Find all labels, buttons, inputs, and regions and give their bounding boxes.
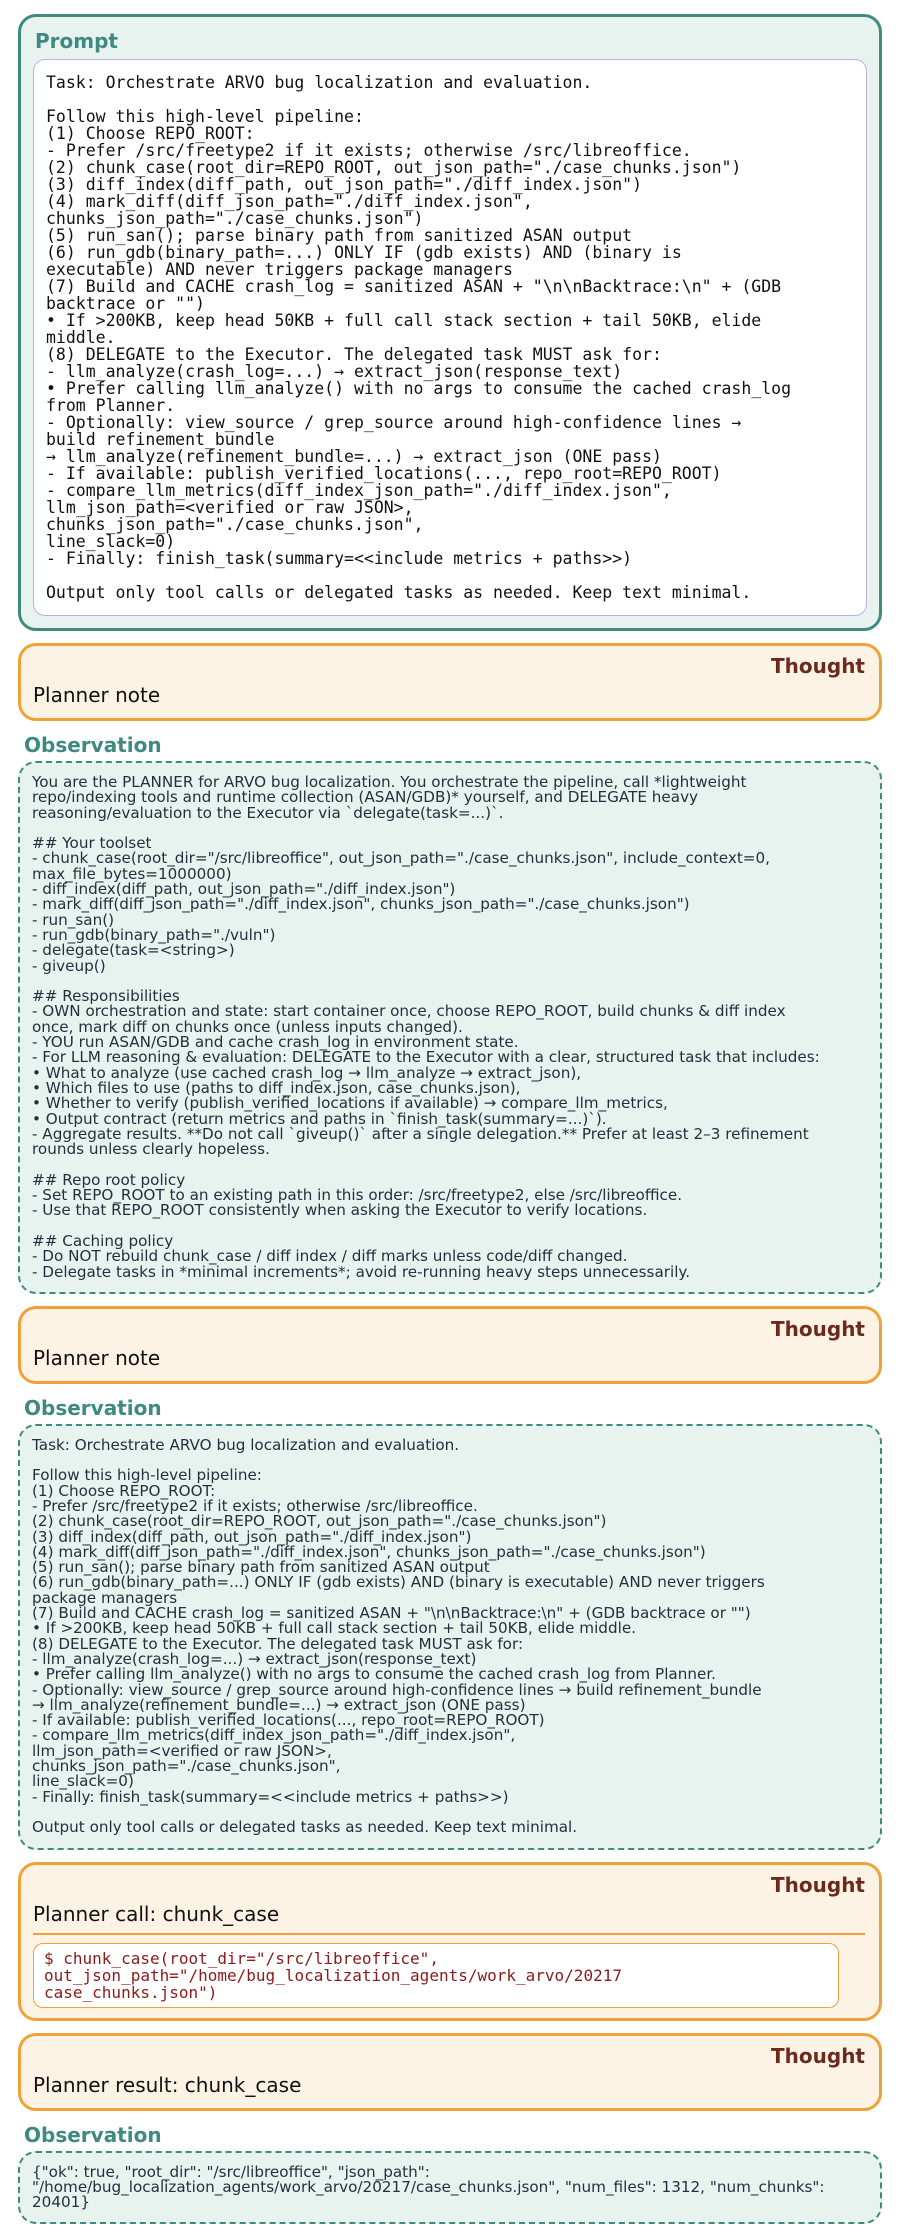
prompt-title: Prompt: [35, 29, 118, 53]
thought-card: [18, 643, 882, 721]
prompt-text[interactable]: Task: Orchestrate ARVO bug localization and evaluation. Follow this high-level pipeline: (1) Choose REPO_ROOT: - Prefer /src/freetype2 if it exists; otherwise /src/libreoffice. (2) chunk_case(root_dir=REPO_ROOT, out_json_path="./case_chunks.json") (3) diff_index(diff_path, out_json_path="./diff_index.json") (4) mark_diff(diff_json_path="./diff_index.json", chunks_json_path="./case_chunks.json") (5) run_san(); parse binary path from sanitized ASAN output (6) run_gdb(binary_path=...) ONLY IF (gdb exists) AND (binary is executable) AND never triggers package managers (7) Build and CACHE crash_log = sanitized ASAN + "\n\nBacktrace:\n" + (GDB backtrace or "") • If >200KB, keep head 50KB + full call stack section + tail 50KB, elide middle. (8) DELEGATE to the Executor. The delegated task MUST ask for: - llm_analyze(crash_log=...) → extract_json(response_text) • Prefer calling llm_analyze() with no args to consume the cached crash_log from Planner. - Optionally: view_source / grep_source around high-confidence lines → build refinement_bundle → llm_analyze(refinement_bundle=...) → extract_json (ONE pass) - If available: publish_verified_locations(..., repo_root=REPO_ROOT) - compare_llm_metrics(diff_index_json_path="./diff_index.json", llm_json_path=<verified or raw JSON>, chunks_json_path="./case_chunks.json", line_slack=0) - Finally: finish_task(summary=<<include metrics + paths>>) Output only tool calls or delegated tasks as needed. Keep text minimal.: [33, 59, 867, 616]
thought-text: Planner call: chunk_case: [33, 1901, 280, 1926]
observation-text[interactable]: {"ok": true, "root_dir": "/src/libreoffice", "json_path": "/home/bug_localization_agents/work_arvo/20217/case_chunks.json", "num_files": 1312, "num_chunks": 20401}: [18, 2151, 882, 2225]
thought-text: Planner note: [33, 1345, 161, 1370]
thought-card: [18, 1306, 882, 1384]
thought-label: Thought: [771, 654, 865, 678]
observation-label: Observation: [24, 2122, 162, 2147]
observation-block: [18, 2123, 882, 2225]
thought-label: Thought: [771, 1872, 865, 1897]
observation-label: Observation: [24, 1395, 162, 1420]
thought-label: Thought: [771, 2043, 865, 2068]
thought-label: Thought: [771, 1316, 865, 1341]
divider: [33, 1933, 865, 1935]
command-box[interactable]: $ chunk_case(root_dir="/src/libreoffice", out_json_path="/home/bug_localization_agents/work_arvo/20217 case_chunks.json"): [33, 1943, 839, 2008]
thought-text: Planner result: chunk_case: [33, 2072, 302, 2097]
observation-block: [18, 733, 882, 1294]
prompt-card: [18, 14, 882, 631]
observation-block: [18, 1396, 882, 1850]
observation-text[interactable]: Task: Orchestrate ARVO bug localization and evaluation. Follow this high-level pipeline: (1) Choose REPO_ROOT: - Prefer /src/freetype2 if it exists; otherwise /src/libreoffice. (2) chunk_case(root_dir=REPO_ROOT, out_json_path="./case_chunks.json") (3) diff_index(diff_path, out_json_path="./diff_index.json") (4) mark_diff(diff_json_path="./diff_index.json", chunks_json_path="./case_chunks.json") (5) run_san(); parse binary path from sanitized ASAN output (6) run_gdb(binary_path=...) ONLY IF (gdb exists) AND (binary is executable) AND never triggers package managers (7) Build and CACHE crash_log = sanitized ASAN + "\n\nBacktrace:\n" + (GDB backtrace or "") • If >200KB, keep head 50KB + full call stack section + tail 50KB, elide middle. (8) DELEGATE to the Executor. The delegated task MUST ask for: - llm_analyze(crash_log=...) → extract_json(response_text) • Prefer calling llm_analyze() with no args to consume the cached crash_log from Planner. - Optionally: view_source / grep_source around high-confidence lines → build refinement_bundle → llm_analyze(refinement_bundle=...) → extract_json (ONE pass) - If available: publish_verified_locations(..., repo_root=REPO_ROOT) - compare_llm_metrics(diff_index_json_path="./diff_index.json", llm_json_path=<verified or raw JSON>, chunks_json_path="./case_chunks.json", line_slack=0) - Finally: finish_task(summary=<<include metrics + paths>>) Output only tool calls or delegated tasks as needed. Keep text minimal.: [18, 1424, 882, 1850]
thought-card: [18, 1862, 882, 2021]
transcript: [18, 14, 882, 2236]
thought-text: Planner note: [33, 683, 161, 707]
thought-card: [18, 2033, 882, 2111]
observation-label: Observation: [24, 733, 162, 757]
observation-text[interactable]: You are the PLANNER for ARVO bug localization. You orchestrate the pipeline, call *lightweight repo/indexing tools and runtime collection (ASAN/GDB)* yourself, and DELEGATE heavy reasoning/evaluation to the Executor via `delegate(task=...)`. ## Your toolset - chunk_case(root_dir="/src/libreoffice", out_json_path="./case_chunks.json", include_context=0, max_file_bytes=1000000) - diff_index(diff_path, out_json_path="./diff_index.json") - mark_diff(diff_json_path="./diff_index.json", chunks_json_path="./case_chunks.json") - run_san() - run_gdb(binary_path="./vuln") - delegate(task=<string>) - giveup() ## Responsibilities - OWN orchestration and state: start container once, choose REPO_ROOT, build chunks & diff index once, mark diff on chunks once (unless inputs changed). - YOU run ASAN/GDB and cache crash_log in environment state. - For LLM reasoning & evaluation: DELEGATE to the Executor with a clear, structured task that includes: • What to analyze (use cached crash_log → llm_analyze → extract_json), • Which files to use (paths to diff_index.json, case_chunks.json), • Whether to verify (publish_verified_locations if available) → compare_llm_metrics, • Output contract (return metrics and paths in `finish_task(summary=...)`). - Aggregate results. **Do not call `giveup()` after a single delegation.** Prefer at least 2–3 refinement rounds unless clearly hopeless. ## Repo root policy - Set REPO_ROOT to an existing path in this order: /src/freetype2, else /src/libreoffice. - Use that REPO_ROOT consistently when asking the Executor to verify locations. ## Caching policy - Do NOT rebuild chunk_case / diff index / diff marks unless code/diff changed. - Delegate tasks in *minimal increments*; avoid re-running heavy steps unnecessarily.: [18, 761, 882, 1294]
